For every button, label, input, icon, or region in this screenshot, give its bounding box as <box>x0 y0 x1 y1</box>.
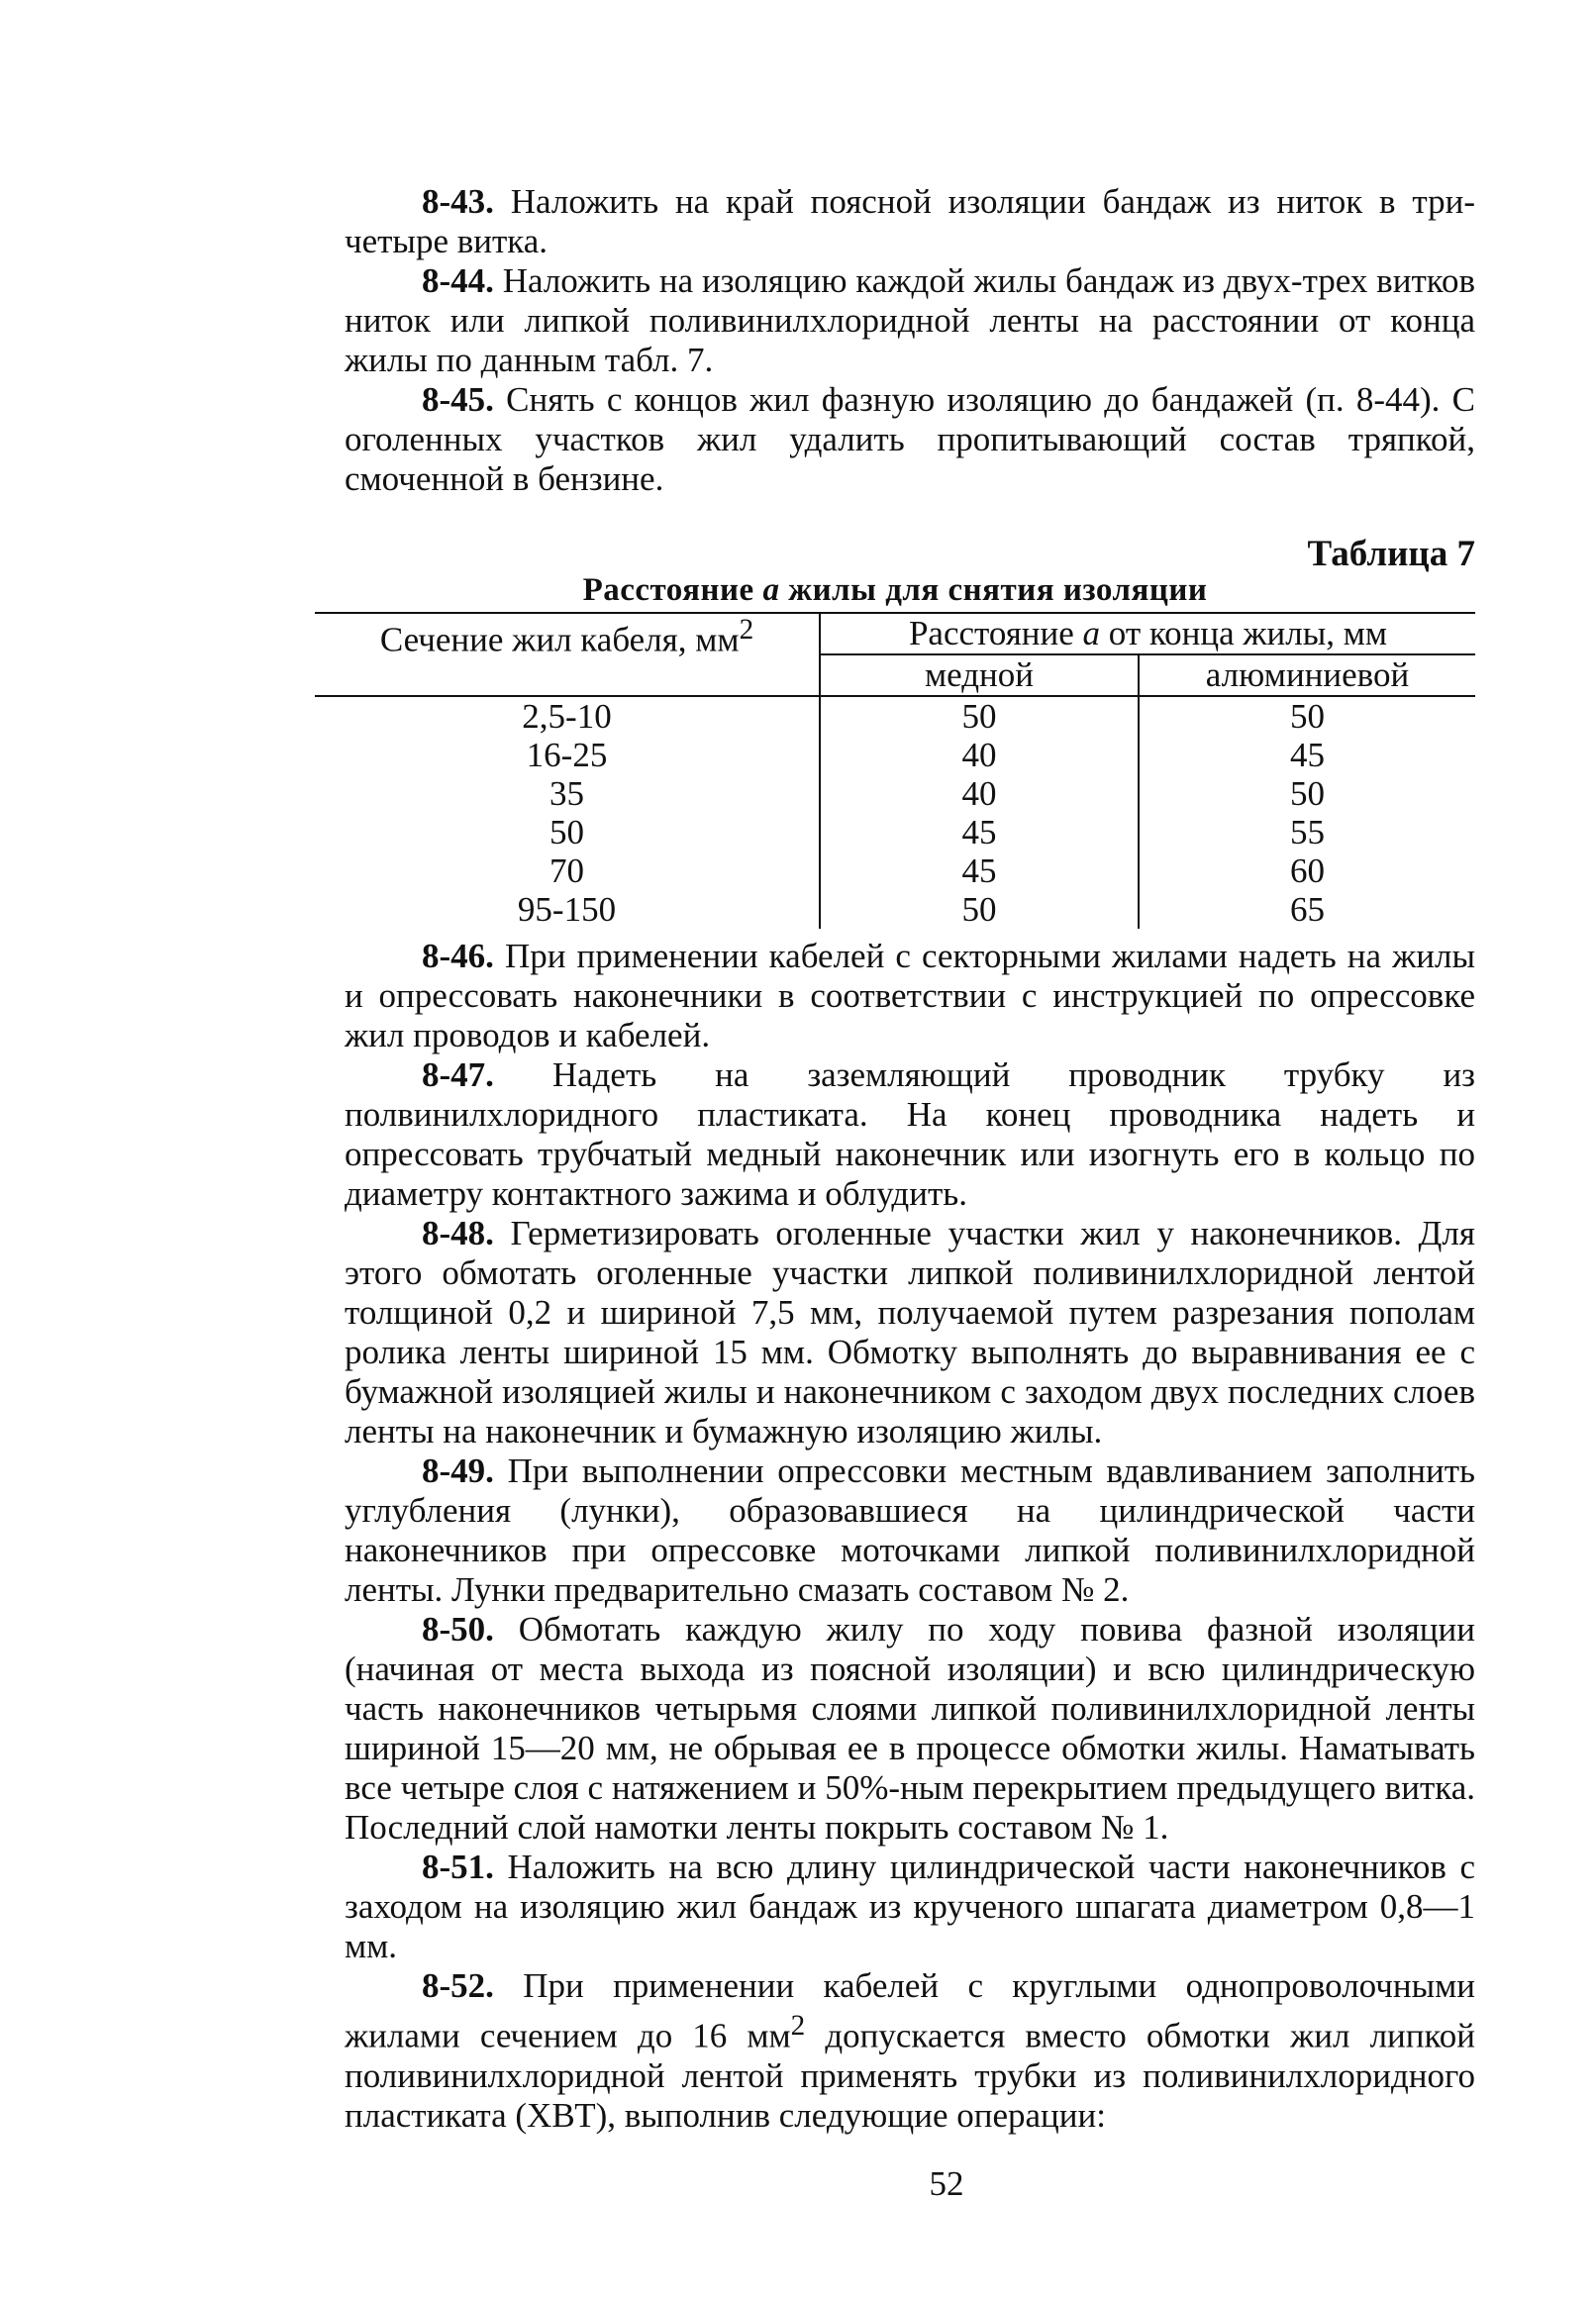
cell-copper: 50 <box>820 890 1139 929</box>
paragraph-number: 8-49. <box>422 1451 494 1490</box>
header-group-suffix: от конца жилы, мм <box>1100 614 1388 652</box>
paragraph-number: 8-47. <box>422 1055 494 1094</box>
table-row <box>315 736 1475 774</box>
paragraph-text: Обмотать каждую жилу по ходу повива фазной изоляции (начиная от места выхода из поясной изоляции) и всю цилиндрическую часть наконечников четырьмя слоями липкой поливинилхлоридной ленты шириной 15—20 мм, не обрывая ее в процессе обмотки жилы. Наматывать все четыре слоя с натяжением и 50%-ным перекрытием предыдущего витка. Последний слой намотки ленты покрыть составом № 1. <box>345 1610 1475 1847</box>
paragraph-number: 8-52. <box>422 1966 494 2005</box>
paragraph-8-46 <box>345 937 1475 1055</box>
paragraph-text: Наложить на край поясной изоляции бандаж из ниток в три-четыре витка. <box>345 182 1475 260</box>
table-title-prefix: Расстояние <box>582 572 763 608</box>
paragraph-number: 8-43. <box>422 182 494 221</box>
paragraph-text-a: При применении кабелей с круглыми однопроволочными жилами сечением до 16 мм <box>345 1966 1475 2055</box>
paragraphs-top <box>345 182 1475 499</box>
paragraph-8-48 <box>345 1214 1475 1451</box>
cell-aluminum: 45 <box>1290 736 1325 774</box>
paragraph-8-49 <box>345 1451 1475 1610</box>
cell-section: 95-150 <box>315 890 820 929</box>
table-label: Таблица 7 <box>1307 534 1475 574</box>
paragraph-number: 8-51. <box>422 1848 494 1886</box>
cell-copper: 45 <box>820 851 1139 890</box>
paragraph-number: 8-44. <box>422 261 494 300</box>
superscript: 2 <box>790 2010 806 2042</box>
paragraph-8-45 <box>345 380 1475 499</box>
paragraph-8-43 <box>345 182 1475 261</box>
paragraph-text: Наложить на всю длину цилиндрической части наконечников с заходом на изоляцию жил бандаж из крученого шпагата диаметром 0,8—1 мм. <box>345 1848 1475 1965</box>
paragraph-number: 8-46. <box>422 937 494 975</box>
header-group-italic: а <box>1082 614 1101 652</box>
paragraph-number: 8-45. <box>422 380 494 419</box>
paragraph-8-52 <box>345 1966 1475 2136</box>
paragraph-text: Наложить на изоляцию каждой жилы бандаж из двух-трех витков ниток или липкой поливинилхлоридной ленты на расстоянии от конца жилы по данным табл. 7. <box>345 261 1475 379</box>
paragraph-text: При выполнении опрессовки местным вдавливанием заполнить углубления (лунки), образовавшиеся на цилиндрической части наконечников при опрессовке моточками липкой поливинилхлоридной ленты. Лунки предварительно смазать составом № 2. <box>345 1451 1475 1609</box>
paragraph-text: Надеть на заземляющий проводник трубку из полвинилхлоридного пластиката. На конец проводника надеть и опрессовать трубчатый медный наконечник или изогнуть его в кольцо по диаметру контактного зажима и облудить. <box>345 1055 1475 1213</box>
cell-section: 35 <box>315 774 820 813</box>
header-cross-section-sup: 2 <box>739 614 754 646</box>
header-cross-section-text: Сечение жил кабеля, мм <box>379 620 740 659</box>
header-group-prefix: Расстояние <box>908 614 1083 652</box>
header-copper: медной <box>820 654 1139 696</box>
distance-table <box>315 612 1475 929</box>
paragraph-text: Герметизировать оголенные участки жил у наконечников. Для этого обмотать оголенные участки липкой поливинилхлоридной лентой толщиной 0,2 и шириной 7,5 мм, получаемой путем разрезания пополам ролика ленты шириной 15 мм. Обмотку выполнять до выравнивания ее с бумажной изоляцией жилы и наконечником с заходом двух последних слоев ленты на наконечник и бумажную изоляцию жилы. <box>345 1214 1475 1451</box>
cell-copper: 40 <box>820 774 1139 813</box>
table-row <box>315 774 1475 813</box>
paragraph-8-44 <box>345 261 1475 380</box>
paragraphs-bottom <box>345 937 1475 2136</box>
paragraph-8-47 <box>345 1055 1475 1214</box>
paragraph-text-b: допускается вместо обмотки жил липкой поливинилхлоридной лентой применять трубки из поливинилхлоридного пластиката (ХВТ), выполнив следующие операции: <box>345 2016 1475 2135</box>
table-row <box>315 851 1475 890</box>
paragraph-8-50 <box>345 1610 1475 1848</box>
cell-section: 50 <box>315 813 820 851</box>
paragraph-text: Снять с концов жил фазную изоляцию до бандажей (п. 8-44). С оголенных участков жил удалить пропитывающий состав тряпкой, смоченной в бензине. <box>345 380 1475 498</box>
page-number: 52 <box>929 2164 964 2203</box>
paragraph-number: 8-50. <box>422 1610 494 1649</box>
table-row <box>315 696 1475 736</box>
cell-aluminum: 65 <box>1290 890 1325 929</box>
header-distance-group <box>820 613 1475 654</box>
cell-section: 70 <box>315 851 820 890</box>
header-aluminum: алюминиевой <box>1139 654 1475 696</box>
table-title <box>315 572 1475 609</box>
paragraph-text: При применении кабелей с секторными жилами надеть на жилы и опрессовать наконечники в соответствии с инструкцией по опрессовке жил проводов и кабелей. <box>345 937 1475 1054</box>
cell-aluminum: 60 <box>1290 851 1325 890</box>
cell-aluminum: 50 <box>1290 697 1325 736</box>
cell-aluminum: 50 <box>1290 774 1325 813</box>
cell-section: 2,5-10 <box>315 696 820 736</box>
paragraph-8-51 <box>345 1848 1475 1966</box>
table-title-italic: а <box>762 572 780 608</box>
header-cross-section <box>315 613 820 696</box>
cell-copper: 50 <box>820 696 1139 736</box>
table-title-suffix: жилы для снятия изоляции <box>779 572 1208 608</box>
cell-copper: 45 <box>820 813 1139 851</box>
paragraph-number: 8-48. <box>422 1214 494 1252</box>
cell-aluminum: 55 <box>1290 813 1325 851</box>
table-row <box>315 813 1475 851</box>
cell-copper: 40 <box>820 736 1139 774</box>
table-row <box>315 890 1475 929</box>
cell-section: 16-25 <box>315 736 820 774</box>
